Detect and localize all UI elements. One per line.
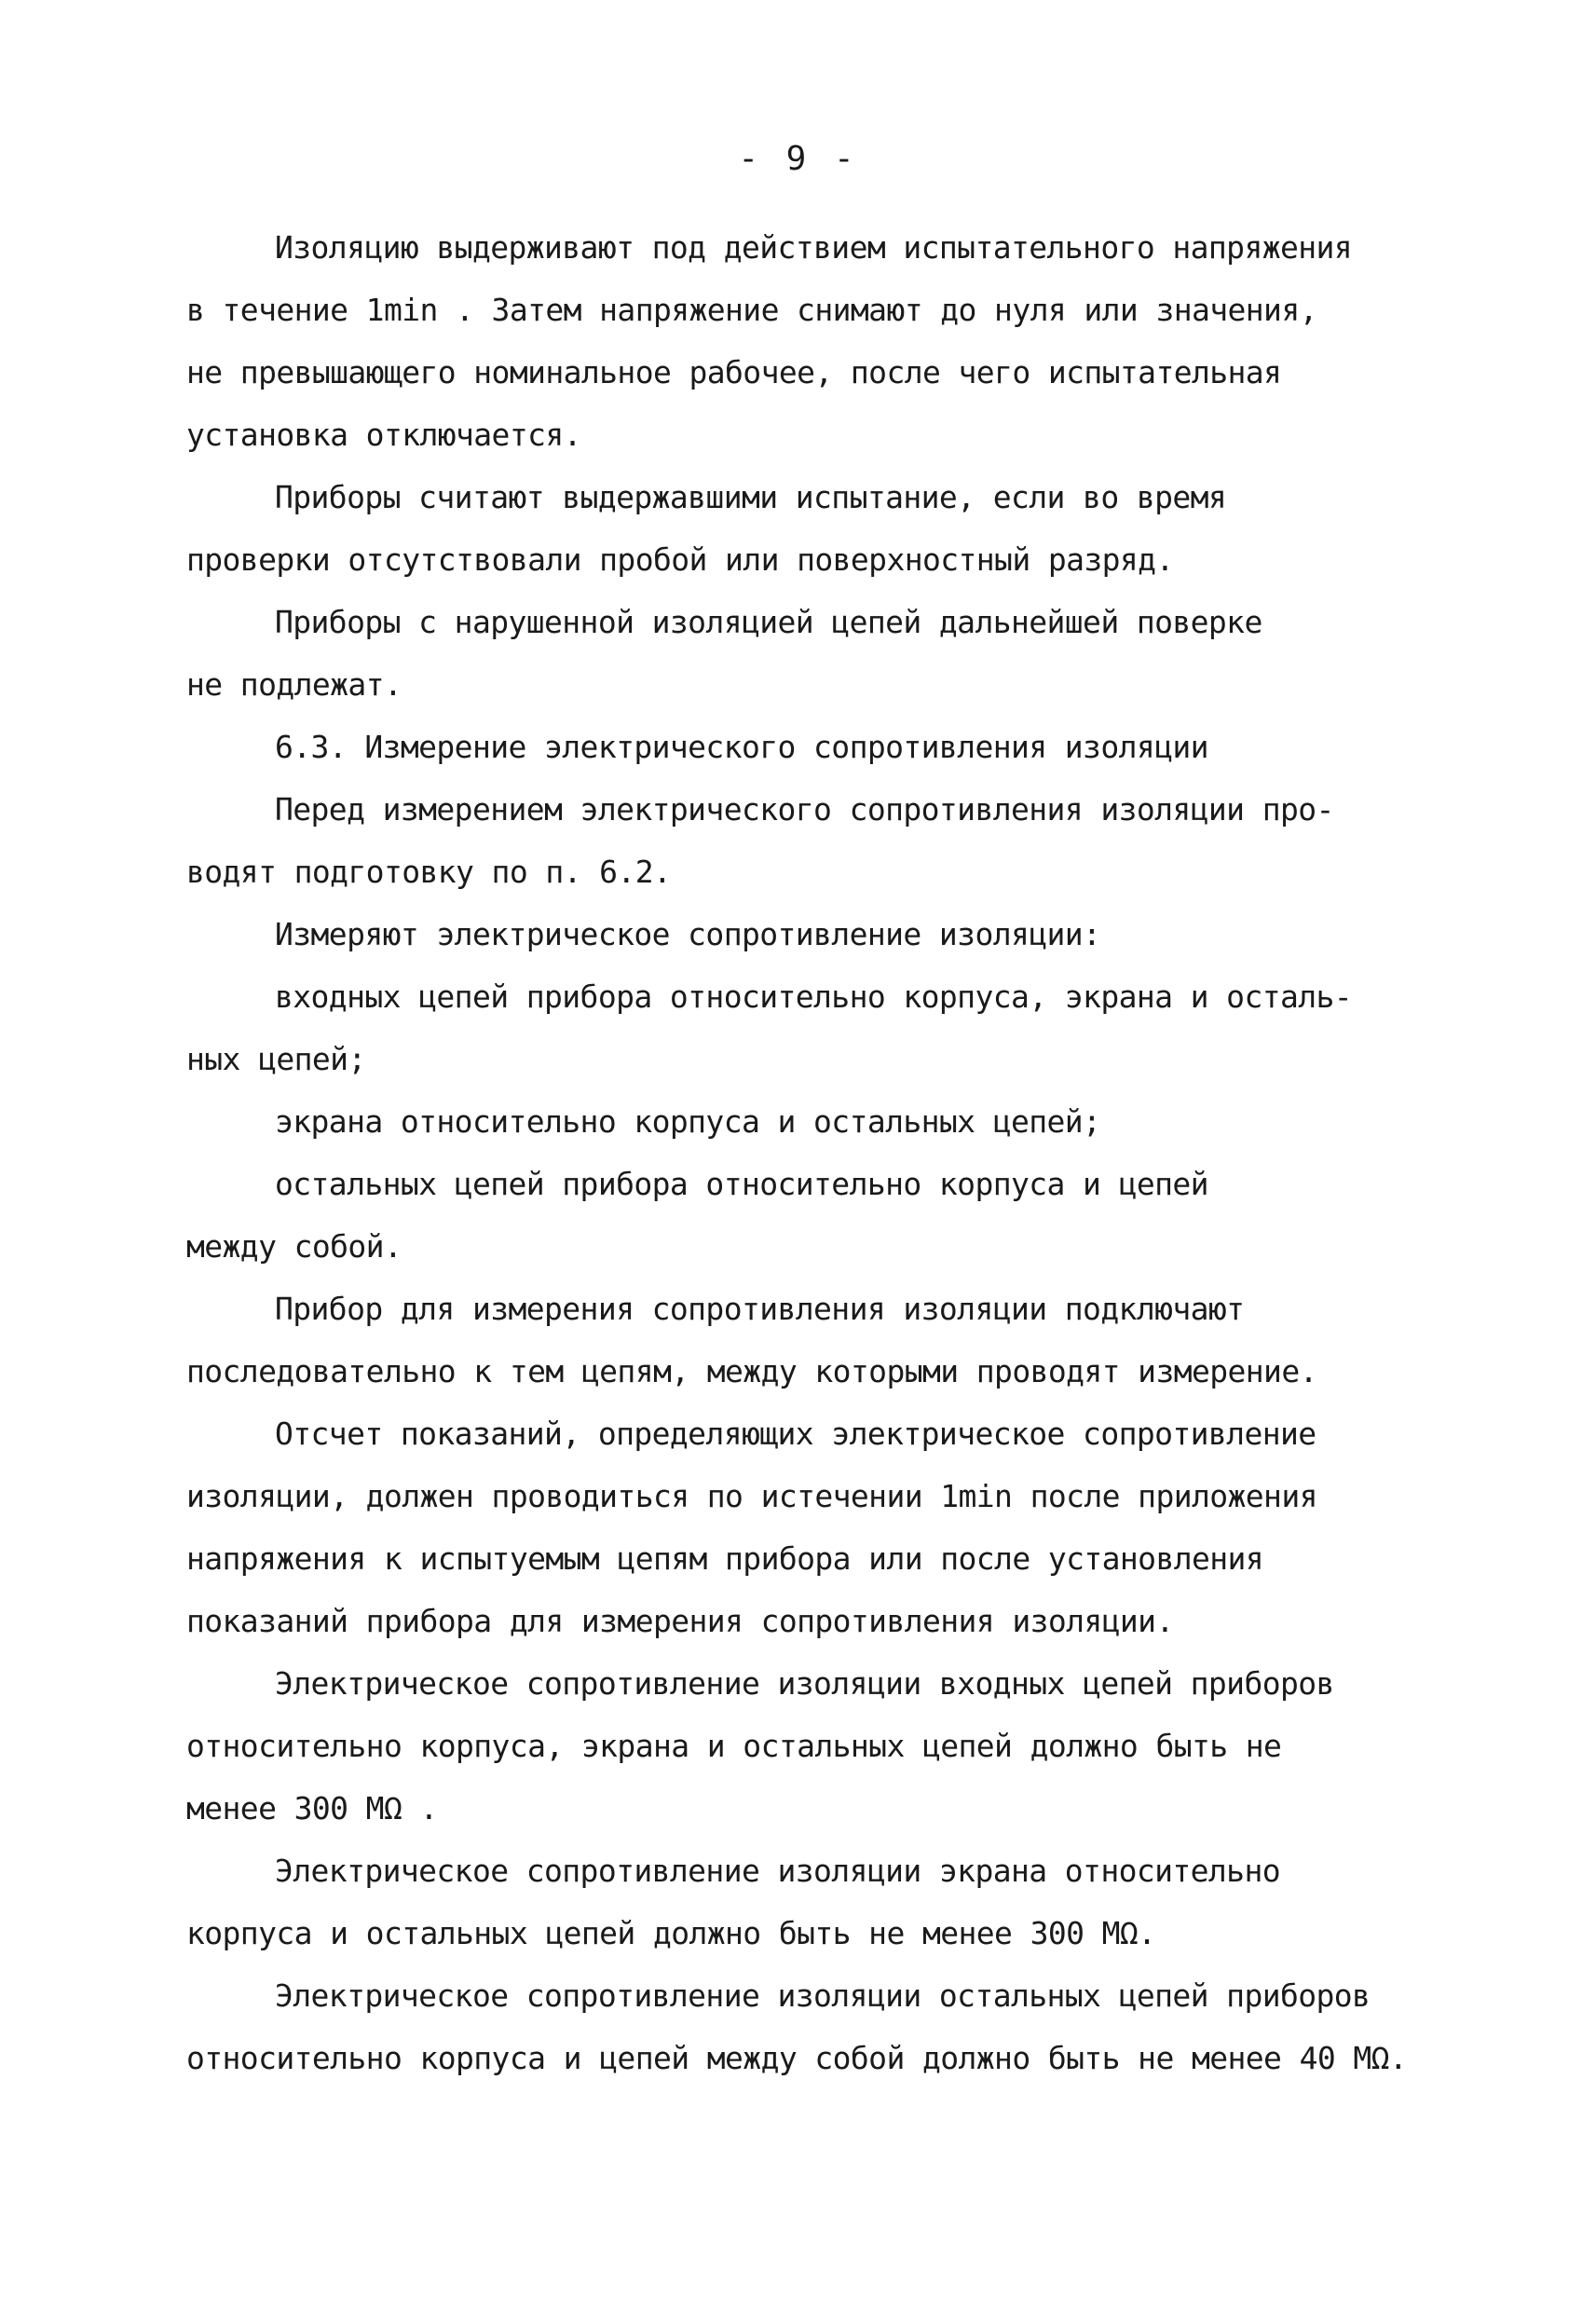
text-line: Прибор для измерения сопротивления изоляции подключают bbox=[275, 1291, 1245, 1327]
text-line: Электрическое сопротивление изоляции входных цепей приборов bbox=[275, 1665, 1334, 1702]
text-line: Электрическое сопротивление изоляции экрана относительно bbox=[275, 1853, 1280, 1889]
list-item-continuation: между собой. bbox=[186, 1228, 402, 1265]
text-line: Отсчет показаний, определяющих электрическое сопротивление bbox=[275, 1416, 1316, 1452]
text-line: Электрическое сопротивление изоляции остальных цепей приборов bbox=[275, 1977, 1371, 2014]
text-line: последовательно к тем цепям, между которыми проводят измерение. bbox=[186, 1353, 1317, 1389]
text-line: установка отключается. bbox=[186, 417, 581, 453]
text-line: в течение 1min . Затем напряжение снимают до нуля или значения, bbox=[186, 292, 1317, 328]
text-line: Изоляцию выдерживают под действием испытательного напряжения bbox=[275, 229, 1353, 266]
text-line: изоляции, должен проводиться по истечении 1min после приложения bbox=[186, 1478, 1317, 1514]
text-line: Приборы с нарушенной изоляцией цепей дальнейшей поверке bbox=[275, 604, 1262, 640]
text-line: водят подготовку по п. 6.2. bbox=[186, 854, 672, 890]
text-line: относительно корпуса и цепей между собой должно быть не менее 40 MΩ. bbox=[186, 2040, 1408, 2076]
list-item-continuation: ных цепей; bbox=[186, 1041, 366, 1077]
text-line: Измеряют электрическое сопротивление изоляции: bbox=[275, 916, 1101, 952]
page-number: - 9 - bbox=[738, 140, 858, 178]
text-line: корпуса и остальных цепей должно быть не менее 300 MΩ. bbox=[186, 1915, 1156, 1951]
text-line: показаний прибора для измерения сопротивления изоляции. bbox=[186, 1603, 1174, 1639]
text-line: Перед измерением электрического сопротивления изоляции про- bbox=[275, 791, 1334, 828]
body-text bbox=[186, 216, 1425, 2089]
list-item: входных цепей прибора относительно корпуса, экрана и осталь- bbox=[275, 978, 1353, 1015]
list-item: остальных цепей прибора относительно корпуса и цепей bbox=[275, 1166, 1208, 1202]
list-item: экрана относительно корпуса и остальных цепей; bbox=[275, 1103, 1101, 1140]
text-line: напряжения к испытуемым цепям прибора или после установления bbox=[186, 1540, 1264, 1577]
text-line: не подлежат. bbox=[186, 666, 402, 703]
text-line: относительно корпуса, экрана и остальных цепей должно быть не bbox=[186, 1728, 1282, 1764]
text-line: Приборы считают выдержавшими испытание, если во время bbox=[275, 479, 1227, 515]
text-line: менее 300 MΩ . bbox=[186, 1790, 438, 1826]
section-heading: 6.3. Измерение электрического сопротивления изоляции bbox=[275, 729, 1208, 765]
text-line: не превышающего номинальное рабочее, после чего испытательная bbox=[186, 354, 1282, 390]
text-line: проверки отсутствовали пробой или поверхностный разряд. bbox=[186, 541, 1174, 578]
